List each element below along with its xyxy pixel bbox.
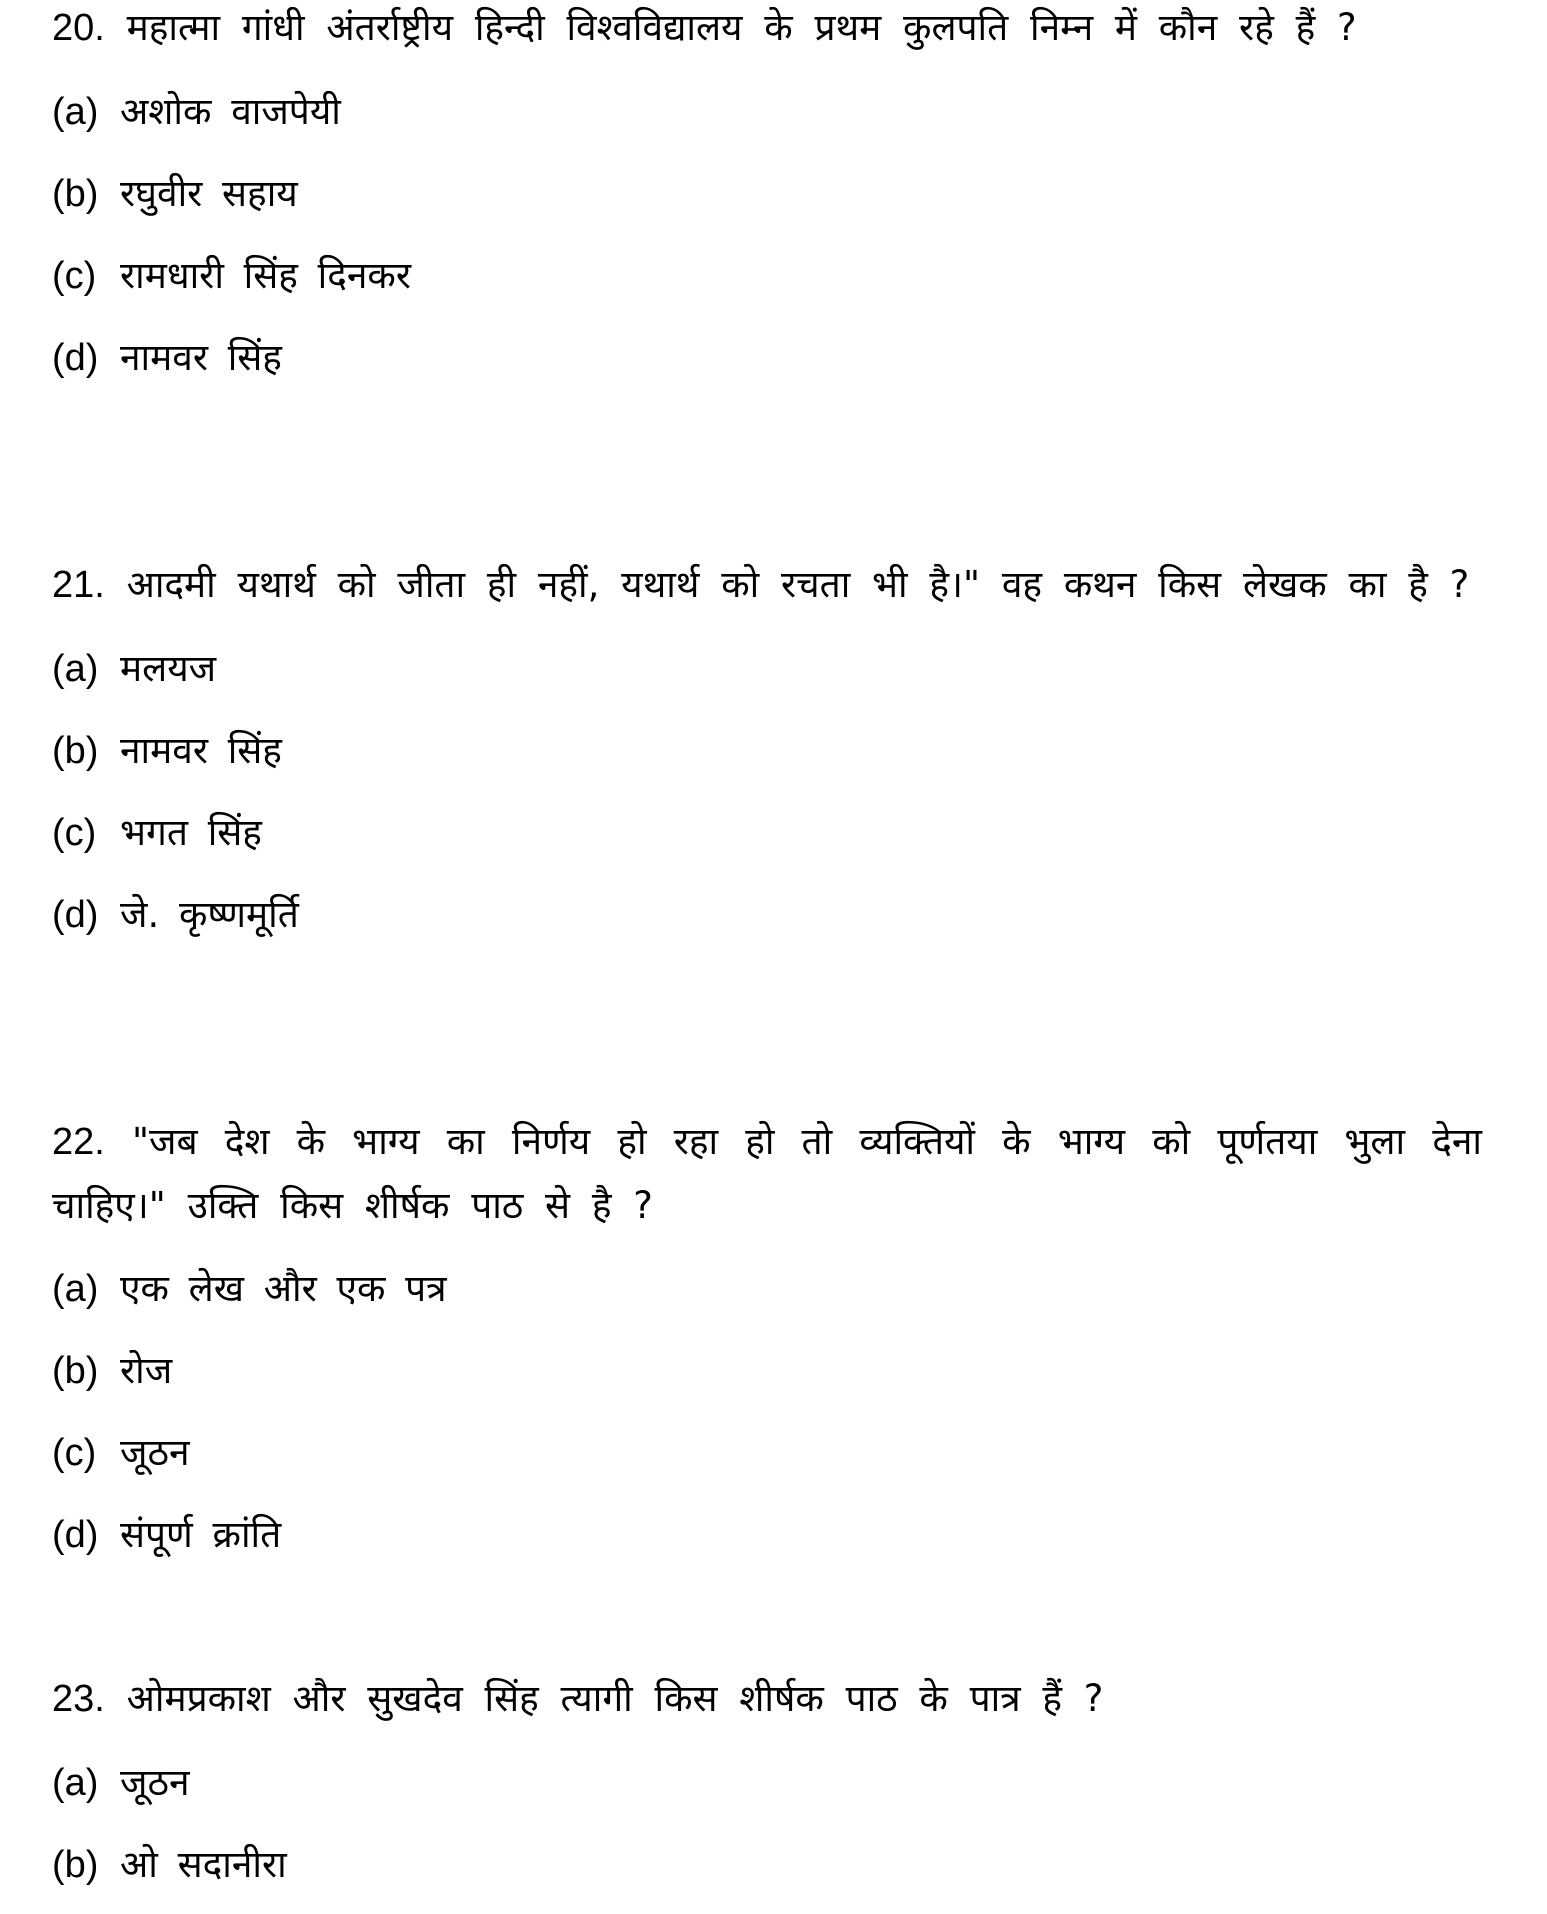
option-list: [52, 1742, 1482, 1906]
option-label: (b): [52, 1844, 99, 1886]
option-label: (b): [52, 173, 99, 215]
option-text: रघुवीर सहाय: [120, 172, 298, 215]
option-label: (d): [52, 894, 99, 936]
option-label: (b): [52, 1350, 99, 1392]
option-label: (a): [52, 1762, 99, 1804]
option-label: (a): [52, 648, 99, 690]
option-label: (c): [52, 812, 97, 854]
option-text: रोज: [120, 1349, 173, 1392]
question-number: 23.: [52, 1678, 105, 1720]
option-label: (c): [52, 255, 97, 297]
option-text: नामवर सिंह: [120, 336, 282, 379]
option-text: एक लेख और एक पत्र: [120, 1267, 447, 1310]
question-body: "जब देश के भाग्य का निर्णय हो रहा हो तो व्यक्तियों के भाग्य को पूर्णतया भुला देना चाहिए।" उक्ति किस शीर्षक पाठ से है ?: [52, 1120, 1482, 1227]
question-number: 20.: [52, 7, 105, 49]
question-text: [52, 553, 1482, 617]
question-text: [52, 1110, 1482, 1237]
option-label: (b): [52, 730, 99, 772]
option-d: [52, 317, 1482, 399]
option-c: [52, 235, 1482, 317]
option-b: [52, 1824, 1482, 1906]
option-d: [52, 874, 1482, 956]
option-c: [52, 792, 1482, 874]
option-text: संपूर्ण क्रांति: [120, 1513, 282, 1556]
question-number: 21.: [52, 564, 105, 606]
question-20: [52, 0, 1482, 399]
question-body: महात्मा गांधी अंतर्राष्ट्रीय हिन्दी विश्वविद्यालय के प्रथम कुलपति निम्न में कौन रहे हैं ?: [126, 6, 1357, 49]
question-body: आदमी यथार्थ को जीता ही नहीं, यथार्थ को रचता भी है।" वह कथन किस लेखक का है ?: [126, 563, 1470, 606]
question-body: ओमप्रकाश और सुखदेव सिंह त्यागी किस शीर्षक पाठ के पात्र हैं ?: [126, 1677, 1104, 1720]
option-text: रामधारी सिंह दिनकर: [120, 254, 411, 297]
option-b: [52, 710, 1482, 792]
option-label: (d): [52, 337, 99, 379]
option-b: [52, 153, 1482, 235]
option-text: ओ सदानीरा: [120, 1843, 287, 1886]
option-label: (a): [52, 91, 99, 133]
question-22: [52, 1110, 1482, 1576]
option-list: [52, 628, 1482, 956]
option-text: जूठन: [120, 1761, 190, 1804]
question-text: [52, 0, 1482, 60]
option-a: [52, 71, 1482, 153]
option-text: जे. कृष्णमूर्ति: [120, 893, 299, 936]
option-text: मलयज: [120, 647, 217, 690]
question-21: [52, 553, 1482, 956]
question-number: 22.: [52, 1121, 105, 1163]
option-text: जूठन: [120, 1431, 190, 1474]
option-label: (d): [52, 1514, 99, 1556]
option-text: नामवर सिंह: [120, 729, 282, 772]
option-label: (a): [52, 1268, 99, 1310]
option-a: [52, 1742, 1482, 1824]
option-label: (c): [52, 1432, 97, 1474]
option-a: [52, 1248, 1482, 1330]
option-text: अशोक वाजपेयी: [120, 90, 341, 133]
question-text: [52, 1667, 1482, 1731]
option-c: [52, 1412, 1482, 1494]
option-a: [52, 628, 1482, 710]
option-b: [52, 1330, 1482, 1412]
question-23: [52, 1667, 1482, 1906]
option-text: भगत सिंह: [120, 811, 262, 854]
option-d: [52, 1494, 1482, 1576]
option-list: [52, 1248, 1482, 1576]
option-list: [52, 71, 1482, 399]
